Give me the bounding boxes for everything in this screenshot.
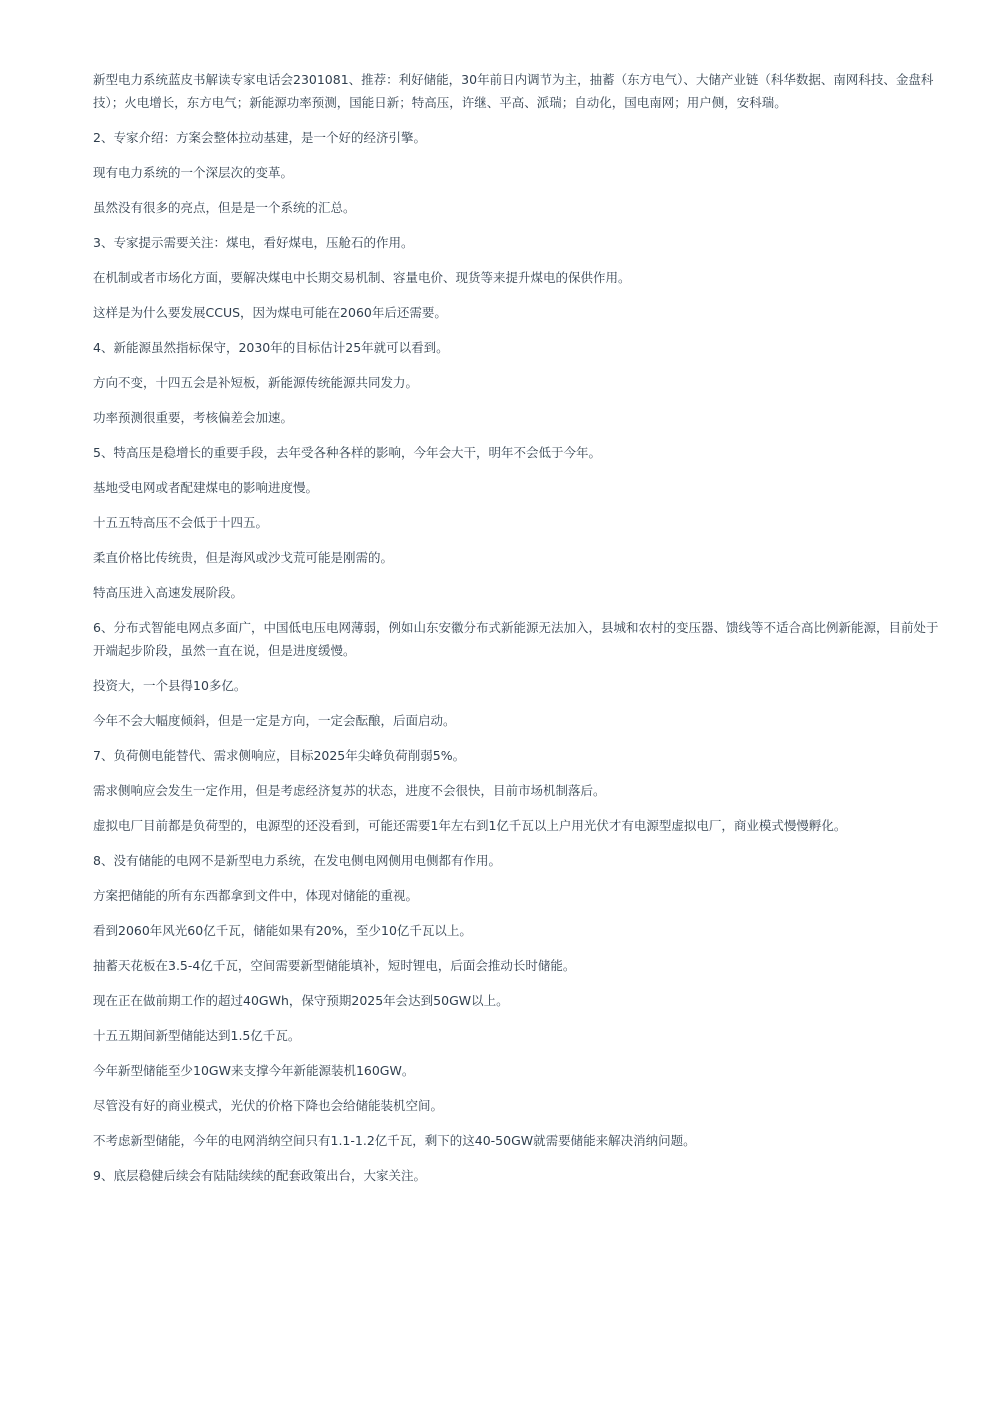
paragraph: 5、特高压是稳增长的重要手段，去年受各种各样的影响，今年会大干，明年不会低于今年。 bbox=[93, 445, 601, 460]
paragraph: 投资大，一个县得10多亿。 bbox=[93, 678, 247, 693]
paragraph: 抽蓄天花板在3.5-4亿千瓦，空间需要新型储能填补，短时锂电，后面会推动长时储能。 bbox=[93, 958, 576, 973]
paragraph: 3、专家提示需要关注：煤电，看好煤电，压舱石的作用。 bbox=[93, 235, 414, 250]
paragraph: 2、专家介绍：方案会整体拉动基建，是一个好的经济引擎。 bbox=[93, 130, 426, 145]
paragraph: 特高压进入高速发展阶段。 bbox=[93, 585, 244, 600]
document-body bbox=[93, 68, 941, 1199]
paragraph: 8、没有储能的电网不是新型电力系统，在发电侧电网侧用电侧都有作用。 bbox=[93, 853, 501, 868]
paragraph: 4、新能源虽然指标保守，2030年的目标估计25年就可以看到。 bbox=[93, 340, 449, 355]
paragraph: 虚拟电厂目前都是负荷型的，电源型的还没看到，可能还需要1年左右到1亿千瓦以上户用光伏才有电源型虚拟电厂，商业模式慢慢孵化。 bbox=[93, 818, 847, 833]
paragraph: 基地受电网或者配建煤电的影响进度慢。 bbox=[93, 480, 319, 495]
paragraph: 6、分布式智能电网点多面广，中国低电压电网薄弱，例如山东安徽分布式新能源无法加入，县城和农村的变压器、馈线等不适合高比例新能源，目前处于开端起步阶段，虽然一直在说，但是进度缓慢。 bbox=[93, 620, 939, 658]
paragraph: 十五五期间新型储能达到1.5亿千瓦。 bbox=[93, 1028, 301, 1043]
paragraph: 虽然没有很多的亮点，但是是一个系统的汇总。 bbox=[93, 200, 356, 215]
paragraph: 柔直价格比传统贵，但是海风或沙戈荒可能是刚需的。 bbox=[93, 550, 394, 565]
paragraph: 这样是为什么要发展CCUS，因为煤电可能在2060年后还需要。 bbox=[93, 305, 447, 320]
paragraph: 今年新型储能至少10GW来支撑今年新能源装机160GW。 bbox=[93, 1063, 415, 1078]
paragraph: 在机制或者市场化方面，要解决煤电中长期交易机制、容量电价、现货等来提升煤电的保供作用。 bbox=[93, 270, 631, 285]
paragraph: 方案把储能的所有东西都拿到文件中，体现对储能的重视。 bbox=[93, 888, 419, 903]
paragraph: 方向不变，十四五会是补短板，新能源传统能源共同发力。 bbox=[93, 375, 419, 390]
paragraph: 需求侧响应会发生一定作用，但是考虑经济复苏的状态，进度不会很快，目前市场机制落后。 bbox=[93, 783, 606, 798]
paragraph: 尽管没有好的商业模式，光伏的价格下降也会给储能装机空间。 bbox=[93, 1098, 444, 1113]
paragraph: 功率预测很重要，考核偏差会加速。 bbox=[93, 410, 294, 425]
paragraph: 9、底层稳健后续会有陆陆续续的配套政策出台，大家关注。 bbox=[93, 1168, 426, 1183]
paragraph: 今年不会大幅度倾斜，但是一定是方向，一定会酝酿，后面启动。 bbox=[93, 713, 456, 728]
paragraph: 7、负荷侧电能替代、需求侧响应，目标2025年尖峰负荷削弱5%。 bbox=[93, 748, 466, 763]
paragraph: 看到2060年风光60亿千瓦，储能如果有20%，至少10亿千瓦以上。 bbox=[93, 923, 472, 938]
paragraph: 现有电力系统的一个深层次的变革。 bbox=[93, 165, 294, 180]
paragraph: 不考虑新型储能，今年的电网消纳空间只有1.1-1.2亿千瓦，剩下的这40-50GW就需要储能来解决消纳问题。 bbox=[93, 1133, 696, 1148]
paragraph-intro: 新型电力系统蓝皮书解读专家电话会2301081、推荐：利好储能，30年前日内调节为主，抽蓄（东方电气）、大储产业链（科华数据、南网科技、金盘科技）；火电增长，东方电气；新能源功率预测，国能日新；特高压，许继、平高、派瑞；自动化，国电南网；用户侧，安科瑞。 bbox=[93, 72, 934, 110]
paragraph: 十五五特高压不会低于十四五。 bbox=[93, 515, 269, 530]
paragraph: 现在正在做前期工作的超过40GWh，保守预期2025年会达到50GW以上。 bbox=[93, 993, 509, 1008]
